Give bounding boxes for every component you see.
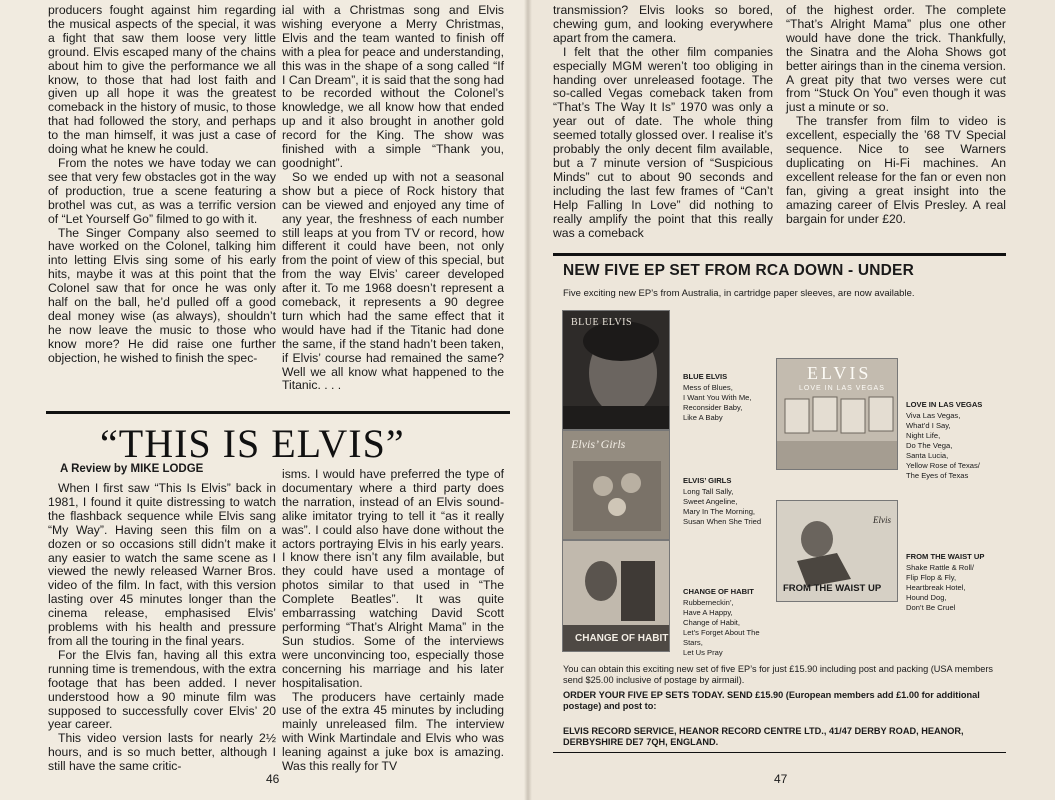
paragraph: This video version lasts for nearly 2½ hours, and is so much better, although I still have the same critic- [48, 731, 276, 774]
ep-song: I Want You With Me, [683, 393, 752, 402]
ep-song: Let Us Pray [683, 648, 723, 657]
paragraph: The producers have certainly made use of the extra 45 minutes by including mainly unreleased film. The interview with Wink Martindale and Elvis who was leaning against a juke box is amazing. Was this really for TV [282, 689, 504, 774]
ep-song: Let’s Forget About The [683, 628, 760, 637]
ep-song: Hound Dog, [906, 593, 947, 602]
ep-caption-from-the-waist-up [906, 552, 984, 613]
ad-top-rule [553, 253, 1006, 256]
ep-song: Susan When She Tried [683, 517, 762, 526]
paragraph: From the notes we have today we can see that very few obstacles got in the way of production, true a scene featuring a brothel was cut, as was a terrific version of “Let Yourself Go” filmed to go with it. [48, 155, 276, 226]
ep-song: Mary In The Morning, [683, 507, 756, 516]
paragraph: producers fought against him regarding the musical aspects of the special, it was a fight that saw them loose very little ground. Elvis escaped many of the chains about him to give the performance we all know, to those that had lost faith and given up all hope it was the greatest comeback in the history of music, to those that had followed the story, and perhaps to the man himself, it was just a case of doing what he knew he could. [48, 3, 276, 157]
ad-headline: NEW FIVE EP SET FROM RCA DOWN - UNDER [563, 262, 914, 279]
ep-title: LOVE IN LAS VEGAS [906, 400, 983, 409]
ep-cover-title: FROM THE WAIST UP [783, 583, 882, 594]
ep-song: Change of Habit, [683, 618, 740, 627]
ep-cover-title: CHANGE OF HABIT [575, 633, 669, 644]
paragraph: transmission? Elvis looks so bored, chewing gum, and looking everywhere apart from the camera. [553, 3, 773, 45]
paragraph: of the highest order. The complete “That’s Alright Mama” plus one other would have done the trick. Thankfully, the Sinatra and the Aloha Shows got better airings than in the cinema version. A great pity that two verses were cut from “Stuck On You” even though it was just a minute or so. [786, 3, 1006, 115]
ep-song: Sweet Angeline, [683, 497, 738, 506]
left-col2-upper [282, 4, 504, 393]
ep-caption-elvis-girls [683, 476, 761, 527]
section-divider [46, 411, 510, 414]
ep-cover-elvis-girls [562, 430, 670, 540]
paragraph: ial with a Christmas song and Elvis wishing everyone a Merry Christmas, Elvis and the team wanted to finish off with a plea for peace and understanding, this was in the shape of a song called “If I Can Dream”, it is said that the song had to be recorded without the Colonel’s knowledge, we all know how that ended up and it also brought in another gold record for the King. The show was finished with a simple “Thank you, goodnight”. [282, 3, 504, 170]
ep-song: Night Life, [906, 431, 941, 440]
ep-caption-change-of-habit [683, 587, 760, 658]
ep-cover-from-the-waist-up [776, 500, 898, 602]
ep-cover-love-in-las-vegas [776, 358, 898, 470]
ep-song: Like A Baby [683, 413, 723, 422]
ep-title: FROM THE WAIST UP [906, 552, 985, 561]
left-col4-lower [282, 468, 504, 774]
ep-title: ELVIS’ GIRLS [683, 476, 732, 485]
ep-song: Viva Las Vegas, [906, 411, 961, 420]
review-byline: A Review by MIKE LODGE [60, 463, 204, 475]
page-number-right: 47 [774, 772, 788, 786]
ad-bottom-rule [553, 752, 1006, 753]
ep-song: Stars, [683, 638, 703, 647]
ep-cover-title: ELVIS [807, 363, 872, 383]
paragraph: For the Elvis fan, having all this extra running time is tremendous, with the extra footage that has been added. I never understood how a 90 minute film was supposed to successfully cover Elvis’ 20 year career. [48, 647, 276, 732]
paragraph: When I first saw “This Is Elvis” back in 1981, I found it quite distressing to watch the flashback sequence while Elvis sang “My Way”. Having seen this film on a dozen or so occasions still didn’t make it any easier to watch the same scene as I viewed the newly released Warner Bros. video of the film. In fact, with this version lasting over 45 minutes longer than the cinema release, emphasised Elvis’ problems with his health and pressure from all the touring in the final years. [48, 481, 276, 648]
paragraph: The Singer Company also seemed to have worked on the Colonel, talking him into letting Elvis sing some of his early hits, maybe it was at this point that the Colonel saw that for once he was only half on the ball, he’d pulled off a good deal money wise (as always), shouldn’t he now leave the music to those who know more? He did raise one further objection, he wished to finish the spec- [48, 225, 276, 365]
paragraph: The transfer from film to video is excellent, especially the ’68 TV Special sequence. Nice to see Warners duplicating on Hi-Fi machines. An excellent release for the fan or even non fan, giving a great insight into the amazing career of Elvis Presley. A real bargain for under £20. [786, 114, 1006, 226]
ep-song: Have A Happy, [683, 608, 733, 617]
ep-song: The Eyes of Texas [906, 471, 969, 480]
book-gutter [524, 0, 532, 800]
ep-song: Shake Rattle & Roll/ [906, 563, 974, 572]
ep-song: Don’t Be Cruel [906, 603, 956, 612]
review-title: “THIS IS ELVIS” [100, 421, 405, 466]
ep-song: Do The Vega, [906, 441, 953, 450]
ep-caption-blue-elvis [683, 372, 752, 423]
ep-song: Reconsider Baby, [683, 403, 743, 412]
ep-song: Rubberneckin’, [683, 598, 734, 607]
ep-title: CHANGE OF HABIT [683, 587, 754, 596]
ad-price-text: You can obtain this exciting new set of five EP’s for just £15.90 including post and packing (USA members send $25.00 inclusive of postage by airmail). [563, 664, 994, 686]
ep-song: Santa Lucia, [906, 451, 949, 460]
ad-intro: Five exciting new EP’s from Australia, in cartridge paper sleeves, are now available. [563, 288, 915, 299]
right-col1-upper [553, 4, 773, 240]
ep-song: What’d I Say, [906, 421, 951, 430]
ep-song: Heartbreak Hotel, [906, 583, 966, 592]
ad-order-text: ORDER YOUR FIVE EP SETS TODAY. SEND £15.90 (European members add £1.00 for additional postage) and post to: [563, 690, 980, 712]
ep-caption-love-in-las-vegas [906, 400, 982, 481]
ep-song: Flip Flop & Fly, [906, 573, 957, 582]
ep-song: Mess of Blues, [683, 383, 733, 392]
ep-song: Yellow Rose of Texas/ [906, 461, 980, 470]
paragraph: isms. I would have preferred the type of documentary where a third party does the narration, instead of an Elvis sound-alike imitator trying to tell it “as it really was”. I could also have done without the actors portraying Elvis in his early years. I know there isn’t any film available, but they could have used a montage of photos similar to that used in “The Complete Beatles”. It was quite embarrassing watching David Scott performing “That’s Alright Mama” in the Sun studios. Some of the interviews were unconvincing too, especially those concerning his marriage and his later hospitalisation. [282, 467, 504, 690]
ep-cover-title: BLUE ELVIS [571, 317, 633, 328]
ep-song: Long Tall Sally, [683, 487, 734, 496]
right-col2-upper [786, 4, 1006, 227]
left-col3-lower [48, 482, 276, 774]
ad-address: ELVIS RECORD SERVICE, HEANOR RECORD CENTRE LTD., 41/47 DERBY ROAD, HEANOR, DERBYSHIRE DE7 7QH, ENGLAND. [563, 726, 964, 748]
left-col1-upper [48, 4, 276, 366]
paragraph: I felt that the other film companies especially MGM weren’t too obliging in handing over unreleased footage. The so-called Vegas comeback taken from “That’s The Way It Is” 1970 was only a year out of date. The whole thing seemed totally glossed over. I realise it’s probably the only decent film available, but a 7 minute version of “Suspicious Minds” cut to about 90 seconds and including the last few frames of “Can’t Help Falling In Love” did nothing to really amplify the point that this really was a comeback [553, 44, 773, 240]
ep-title: BLUE ELVIS [683, 372, 728, 381]
ep-cover-corner-title: Elvis [873, 515, 891, 525]
portrait-image [563, 311, 670, 430]
paragraph: So we ended up with not a seasonal show but a piece of Rock history that can be viewed and enjoyed any time of any year, the freshness of each number still leaps at you from TV or record, how different it could have been, not only from the point of view of this special, but from the way Elvis’ career developed after it. To me 1968 doesn’t represent a comeback, it represents a 90 degree turn which had the same effect that it would have had if the Titanic had done the same, if the stand hadn’t been taken, if Elvis’ course had remained the same? Well we all know what happened to the Titanic. . . . [282, 169, 504, 393]
ep-cover-title: Elvis’ Girls [571, 437, 626, 451]
ep-cover-blue-elvis [562, 310, 670, 430]
ep-cover-subtitle: LOVE IN LAS VEGAS [799, 385, 885, 392]
ep-cover-change-of-habit [562, 540, 670, 652]
page-number-left: 46 [266, 772, 280, 786]
